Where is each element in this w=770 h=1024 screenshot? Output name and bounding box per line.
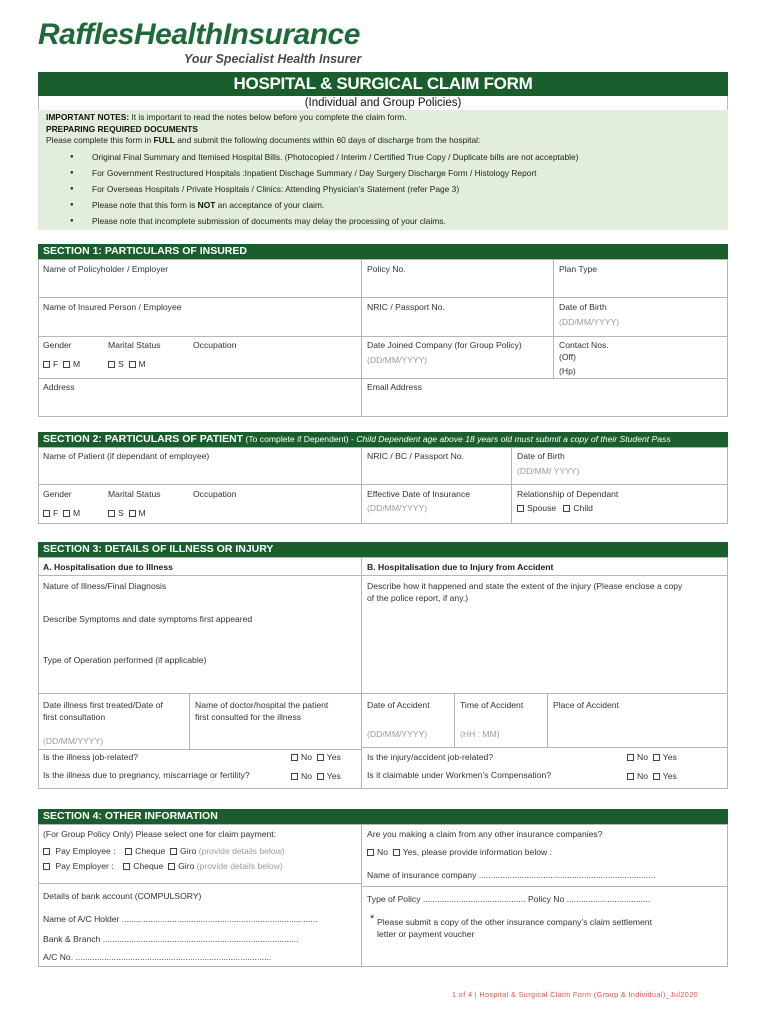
patient-nric-field[interactable]: NRIC / BC / Passport No. [367, 451, 464, 461]
contact-label: Contact Nos. [559, 340, 609, 350]
section-2-italic-note: Child Dependent age above 18 years old must submit a copy of their Student Pass [356, 434, 671, 444]
option-yes: Yes [662, 752, 677, 762]
checkbox[interactable] [517, 505, 524, 512]
checkbox[interactable] [108, 510, 115, 517]
important-label: IMPORTANT NOTES: [46, 112, 130, 122]
policy-type-field[interactable]: Type of Policy ........................................... Policy No ................................... [367, 894, 651, 904]
plan-type-field[interactable]: Plan Type [559, 264, 598, 274]
note-text: Please note that this form is [92, 199, 198, 210]
option-child: Child [573, 503, 593, 513]
patient-dob-field[interactable]: Date of Birth [517, 451, 565, 461]
operation-field[interactable]: Type of Operation performed (if applicable) [43, 655, 207, 665]
email-field[interactable]: Email Address [367, 382, 422, 392]
form-title: HOSPITAL & SURGICAL CLAIM FORM [38, 72, 728, 96]
symptoms-field[interactable]: Describe Symptoms and date symptoms first appeared [43, 614, 253, 624]
effective-date-format: (DD/MM/YYYY) [367, 503, 428, 513]
intro-text-b: and submit the following documents within 60 days of discharge from the hospital: [174, 135, 481, 145]
checkbox[interactable] [63, 510, 70, 517]
job-injury-question: Is the injury/accident job-related? [367, 752, 494, 762]
policyholder-field[interactable]: Name of Policyholder / Employer [43, 264, 169, 274]
checkbox[interactable] [367, 849, 374, 856]
checkbox[interactable] [393, 849, 400, 856]
patient-gender-options[interactable] [43, 508, 80, 519]
form-subtitle: (Individual and Group Policies) [38, 96, 728, 110]
date-accident-label: Date of Accident [367, 700, 430, 710]
note-item: ● Original Final Summary and Itemised Hospital Bills. (Photocopied / Interim / Certified True Copy / Duplicate bills are not acceptable) [46, 149, 720, 165]
section-2-note: (To complete if Dependent) - [243, 434, 357, 444]
section-3-header: SECTION 3: DETAILS OF ILLNESS OR INJURY [38, 542, 728, 557]
section-1-table [38, 259, 728, 417]
option-m: M [73, 508, 81, 518]
giro-note: (provide details below) [196, 861, 283, 871]
contact-hp[interactable]: (Hp) [559, 366, 576, 376]
intro-text: Please complete this form in [46, 135, 154, 145]
option-no: No [301, 771, 312, 781]
patient-dob-format: (DD/MM/ YYYY) [517, 466, 580, 476]
injury-description-field[interactable]: Describe how it happened and state the extent of the injury (Please enclose a copy [367, 581, 683, 591]
marital-label: Marital Status [108, 340, 161, 350]
patient-marital-options[interactable] [108, 508, 146, 519]
ac-no-field[interactable]: A/C No. .................................................................................. [43, 952, 272, 962]
checkbox[interactable] [43, 848, 50, 855]
section-2-title: SECTION 2: PARTICULARS OF PATIENT [43, 433, 244, 445]
group-policy-instruction: (For Group Policy Only) Please select one for claim payment: [43, 829, 277, 839]
other-claim-options[interactable] [367, 847, 552, 858]
date-joined-format: (DD/MM/YYYY) [367, 355, 428, 365]
relationship-options[interactable] [517, 503, 593, 514]
option-yes: Yes [662, 771, 677, 781]
pregnancy-options[interactable] [291, 771, 341, 782]
insured-person-field[interactable]: Name of Insured Person / Employee [43, 302, 182, 312]
company-logo [38, 18, 378, 70]
relationship-label: Relationship of Dependant [517, 489, 619, 499]
pay-employer-label: Pay Employer : [55, 861, 114, 871]
important-text: It is important to read the notes below before you complete the claim form. [129, 112, 407, 122]
checkbox[interactable] [63, 361, 70, 368]
option-yes-provide: Yes, please provide information below : [402, 847, 552, 857]
checkbox[interactable] [653, 754, 660, 761]
checkbox[interactable] [317, 773, 324, 780]
logo-name-part1: RafflesHealth [38, 18, 223, 51]
option-no: No [377, 847, 388, 857]
policy-no-field[interactable]: Policy No. [367, 264, 406, 274]
checkbox[interactable] [43, 863, 50, 870]
insured-dob-field[interactable]: Date of Birth [559, 302, 607, 312]
section-4-header: SECTION 4: OTHER INFORMATION [38, 809, 728, 824]
option-yes: Yes [326, 771, 341, 781]
logo-tagline: Your Specialist Health Insurer [184, 52, 362, 66]
submit-note-2: letter or payment voucher [377, 929, 475, 939]
date-joined-field[interactable]: Date Joined Company (for Group Policy) [367, 340, 522, 350]
date-treated-label: Date illness first treated/Date of [43, 700, 163, 710]
other-claim-question: Are you making a claim from any other insurance companies? [367, 829, 603, 839]
note-item: ● For Overseas Hospitals / Private Hospitals / Clinics: Attending Physician’s Statement (refer Page 3) [46, 181, 720, 197]
pay-employee-label: Pay Employee : [55, 846, 116, 856]
insurance-company-field[interactable]: Name of insurance company .......................................................................... [367, 870, 656, 880]
option-spouse: Spouse [527, 503, 557, 513]
option-m: M [138, 508, 146, 518]
checkbox[interactable] [291, 773, 298, 780]
checkbox[interactable] [653, 773, 660, 780]
time-accident-label: Time of Accident [460, 700, 524, 710]
giro-label: Giro [180, 846, 197, 856]
contact-off[interactable]: (Off) [559, 352, 577, 362]
option-f: F [53, 508, 59, 518]
doctor-label-2: first consulted for the illness [195, 712, 302, 722]
option-no: No [637, 771, 648, 781]
checkbox[interactable] [43, 510, 50, 517]
injury-description-note: of the police report, if any.) [367, 593, 469, 603]
option-no: No [301, 752, 312, 762]
option-f: F [53, 359, 59, 369]
submit-note: Please submit a copy of the other insurance company’s claim settlement [377, 917, 652, 927]
diagnosis-field[interactable]: Nature of Illness/Final Diagnosis [43, 581, 167, 591]
checkbox[interactable] [129, 361, 136, 368]
doctor-label: Name of doctor/hospital the patient [195, 700, 329, 710]
patient-name-field[interactable]: Name of Patient (if dependant of employee) [43, 451, 210, 461]
date-accident-format[interactable]: (DD/MM/YYYY) [367, 729, 428, 739]
option-m: M [73, 359, 81, 369]
pregnancy-question: Is the illness due to pregnancy, miscarriage or fertility? [43, 770, 250, 780]
checkbox[interactable] [563, 505, 570, 512]
note-not: NOT [197, 199, 216, 210]
checkbox[interactable] [125, 848, 132, 855]
time-accident-format[interactable]: (HH : MM) [460, 729, 500, 739]
bank-details-label: Details of bank account (COMPULSORY) [43, 891, 202, 901]
checkbox[interactable] [317, 754, 324, 761]
insured-nric-field[interactable]: NRIC / Passport No. [367, 302, 445, 312]
checkbox[interactable] [170, 848, 177, 855]
pay-employee-row[interactable] [43, 846, 285, 857]
patient-occupation-field[interactable]: Occupation [193, 489, 237, 499]
cheque-label: Cheque [133, 861, 164, 871]
page-footer: 1 of 4 | Hospital & Surgical Claim Form (Group & Individual)_Jul2020 [452, 990, 698, 999]
ac-holder-field[interactable]: Name of A/C Holder .................................................................................. [43, 914, 318, 924]
date-treated-format[interactable]: (DD/MM/YYYY) [43, 736, 104, 746]
bank-branch-field[interactable]: Bank & Branch .................................................................................. [43, 934, 299, 944]
marital-options[interactable] [108, 359, 146, 370]
note-item [46, 197, 720, 213]
place-accident-field[interactable]: Place of Accident [553, 700, 619, 710]
option-m: M [138, 359, 146, 369]
workmen-options[interactable] [627, 771, 677, 782]
patient-gender-label: Gender [43, 489, 72, 499]
option-s: S [118, 359, 124, 369]
gender-options[interactable] [43, 359, 80, 370]
date-treated-label-2: first consultation [43, 712, 106, 722]
effective-date-field[interactable]: Effective Date of Insurance [367, 489, 471, 499]
section-3a-title: A. Hospitalisation due to Illness [43, 562, 173, 572]
note-text: an acceptance of your claim. [215, 199, 325, 210]
pay-employer-row[interactable] [43, 861, 283, 872]
giro-label: Giro [178, 861, 195, 871]
section-3b-title: B. Hospitalisation due to Injury from Accident [367, 562, 554, 572]
cheque-label: Cheque [135, 846, 166, 856]
option-yes: Yes [326, 752, 341, 762]
patient-marital-label: Marital Status [108, 489, 161, 499]
job-injury-options[interactable] [627, 752, 677, 763]
job-illness-question: Is the illness job-related? [43, 752, 139, 762]
checkbox[interactable] [291, 754, 298, 761]
section-2-header [38, 432, 728, 447]
workmen-question: Is it claimable under Workmen’s Compensation? [367, 770, 552, 780]
option-no: No [637, 752, 648, 762]
intro-full: FULL [153, 135, 175, 145]
checkbox[interactable] [627, 754, 634, 761]
checkbox[interactable] [129, 510, 136, 517]
giro-note: (provide details below) [198, 846, 285, 856]
address-field[interactable]: Address [43, 382, 75, 392]
asterisk: * [370, 913, 375, 925]
note-item: ● For Government Restructured Hospitals :Inpatient Dischage Summary / Day Surgery Discharge Form / Histology Report [46, 165, 720, 181]
checkbox[interactable] [123, 863, 130, 870]
option-s: S [118, 508, 124, 518]
job-illness-options[interactable] [291, 752, 341, 763]
checkbox[interactable] [43, 361, 50, 368]
important-notes [38, 110, 728, 230]
preparing-label: PREPARING REQUIRED DOCUMENTS [46, 123, 199, 134]
gender-label: Gender [43, 340, 72, 350]
occupation-field[interactable]: Occupation [193, 340, 237, 350]
checkbox[interactable] [168, 863, 175, 870]
checkbox[interactable] [627, 773, 634, 780]
checkbox[interactable] [108, 361, 115, 368]
dob-format-hint: (DD/MM/YYYY) [559, 317, 620, 327]
section-1-header: SECTION 1: PARTICULARS OF INSURED [38, 244, 728, 259]
logo-name-part2: Insurance [222, 18, 360, 51]
note-item: ● Please note that incomplete submission of documents may delay the processing of your claims. [46, 213, 720, 229]
